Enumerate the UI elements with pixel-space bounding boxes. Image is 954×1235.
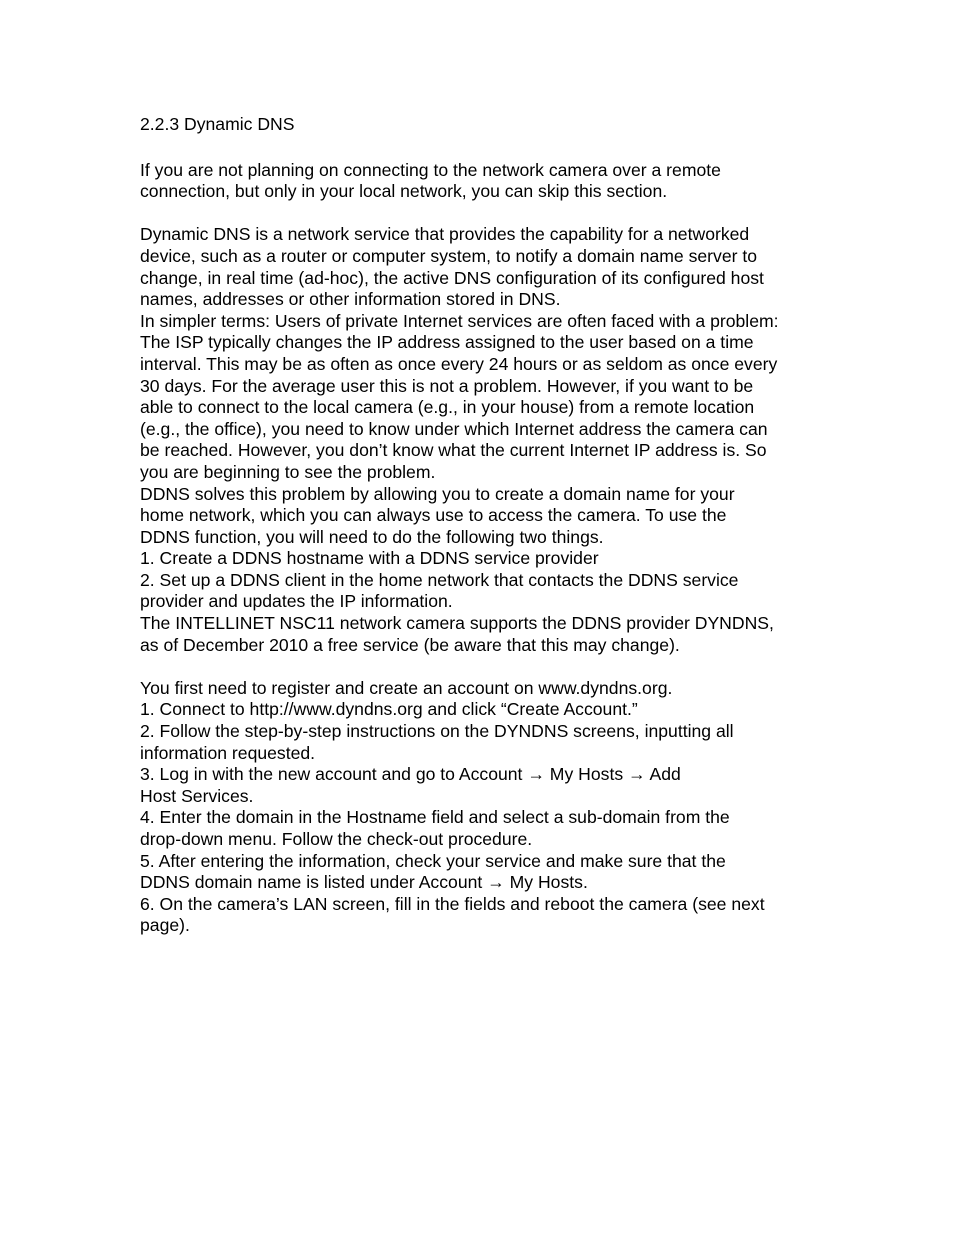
- text-line: DDNS function, you will need to do the following two things.: [140, 526, 604, 547]
- text-line: The ISP typically changes the IP address assigned to the user based on a time: [140, 332, 754, 353]
- paragraph-gap: [140, 203, 830, 225]
- text-line: DDNS domain name is listed under Account → My Hosts.: [140, 872, 588, 893]
- text-line: names, addresses or other information stored in DNS.: [140, 289, 561, 310]
- text-line: home network, which you can always use to access the camera. To use the: [140, 505, 727, 526]
- text-line: Host Services.: [140, 785, 254, 806]
- text-line: In simpler terms: Users of private Internet services are often faced with a problem:: [140, 310, 779, 331]
- text-line: connection, but only in your local network, you can skip this section.: [140, 181, 668, 202]
- text-line: DDNS solves this problem by allowing you to create a domain name for your: [140, 483, 735, 504]
- text-line: drop-down menu. Follow the check-out procedure.: [140, 829, 533, 849]
- steps-paragraph: [140, 678, 830, 937]
- document-page: [140, 114, 830, 937]
- text-line: able to connect to the local camera (e.g., in your house) from a remote location: [140, 397, 755, 418]
- text-line: information requested.: [140, 742, 316, 763]
- text-line: 30 days. For the average user this is not a problem. However, if you want to be: [140, 375, 754, 396]
- list-item: 4. Enter the domain in the Hostname field and select a sub-domain from the: [140, 807, 730, 828]
- list-item: 2. Set up a DDNS client in the home network that contacts the DDNS service: [140, 569, 739, 590]
- text-line: page).: [140, 915, 190, 936]
- list-item: 1. Connect to http://www.dyndns.org and click “Create Account.”: [140, 699, 638, 720]
- list-item: 3. Log in with the new account and go to Account → My Hosts → Add: [140, 764, 681, 785]
- list-item: 5. After entering the information, check your service and make sure that the: [140, 850, 726, 871]
- text-line: You first need to register and create an account on www.dyndns.org.: [140, 677, 673, 698]
- list-item: 2. Follow the step-by-step instructions on the DYNDNS screens, inputting all: [140, 721, 734, 742]
- text-line: interval. This may be as often as once every 24 hours or as seldom as once every: [140, 353, 778, 374]
- text-line: device, such as a router or computer system, to notify a domain name server to: [140, 245, 758, 266]
- text-line: provider and updates the IP information.: [140, 591, 453, 612]
- section-heading: 2.2.3 Dynamic DNS: [140, 114, 295, 134]
- body-paragraph: [140, 224, 830, 656]
- text-line: as of December 2010 a free service (be aware that this may change).: [140, 634, 680, 655]
- text-line: The INTELLINET NSC11 network camera supports the DDNS provider DYNDNS,: [140, 613, 774, 634]
- text-line: be reached. However, you don’t know what the current Internet IP address is. So: [140, 440, 767, 461]
- list-item: 6. On the camera’s LAN screen, fill in the fields and reboot the camera (see next: [140, 893, 765, 914]
- list-item: 1. Create a DDNS hostname with a DDNS service provider: [140, 548, 599, 569]
- text-line: change, in real time (ad-hoc), the active DNS configuration of its configured host: [140, 267, 764, 288]
- paragraph-gap: [140, 656, 830, 678]
- text-line: Dynamic DNS is a network service that provides the capability for a networked: [140, 224, 750, 245]
- text-line: If you are not planning on connecting to the network camera over a remote: [140, 159, 721, 180]
- text-line: (e.g., the office), you need to know under which Internet address the camera can: [140, 418, 768, 439]
- text-line: you are beginning to see the problem.: [140, 461, 436, 482]
- intro-paragraph: [140, 160, 830, 203]
